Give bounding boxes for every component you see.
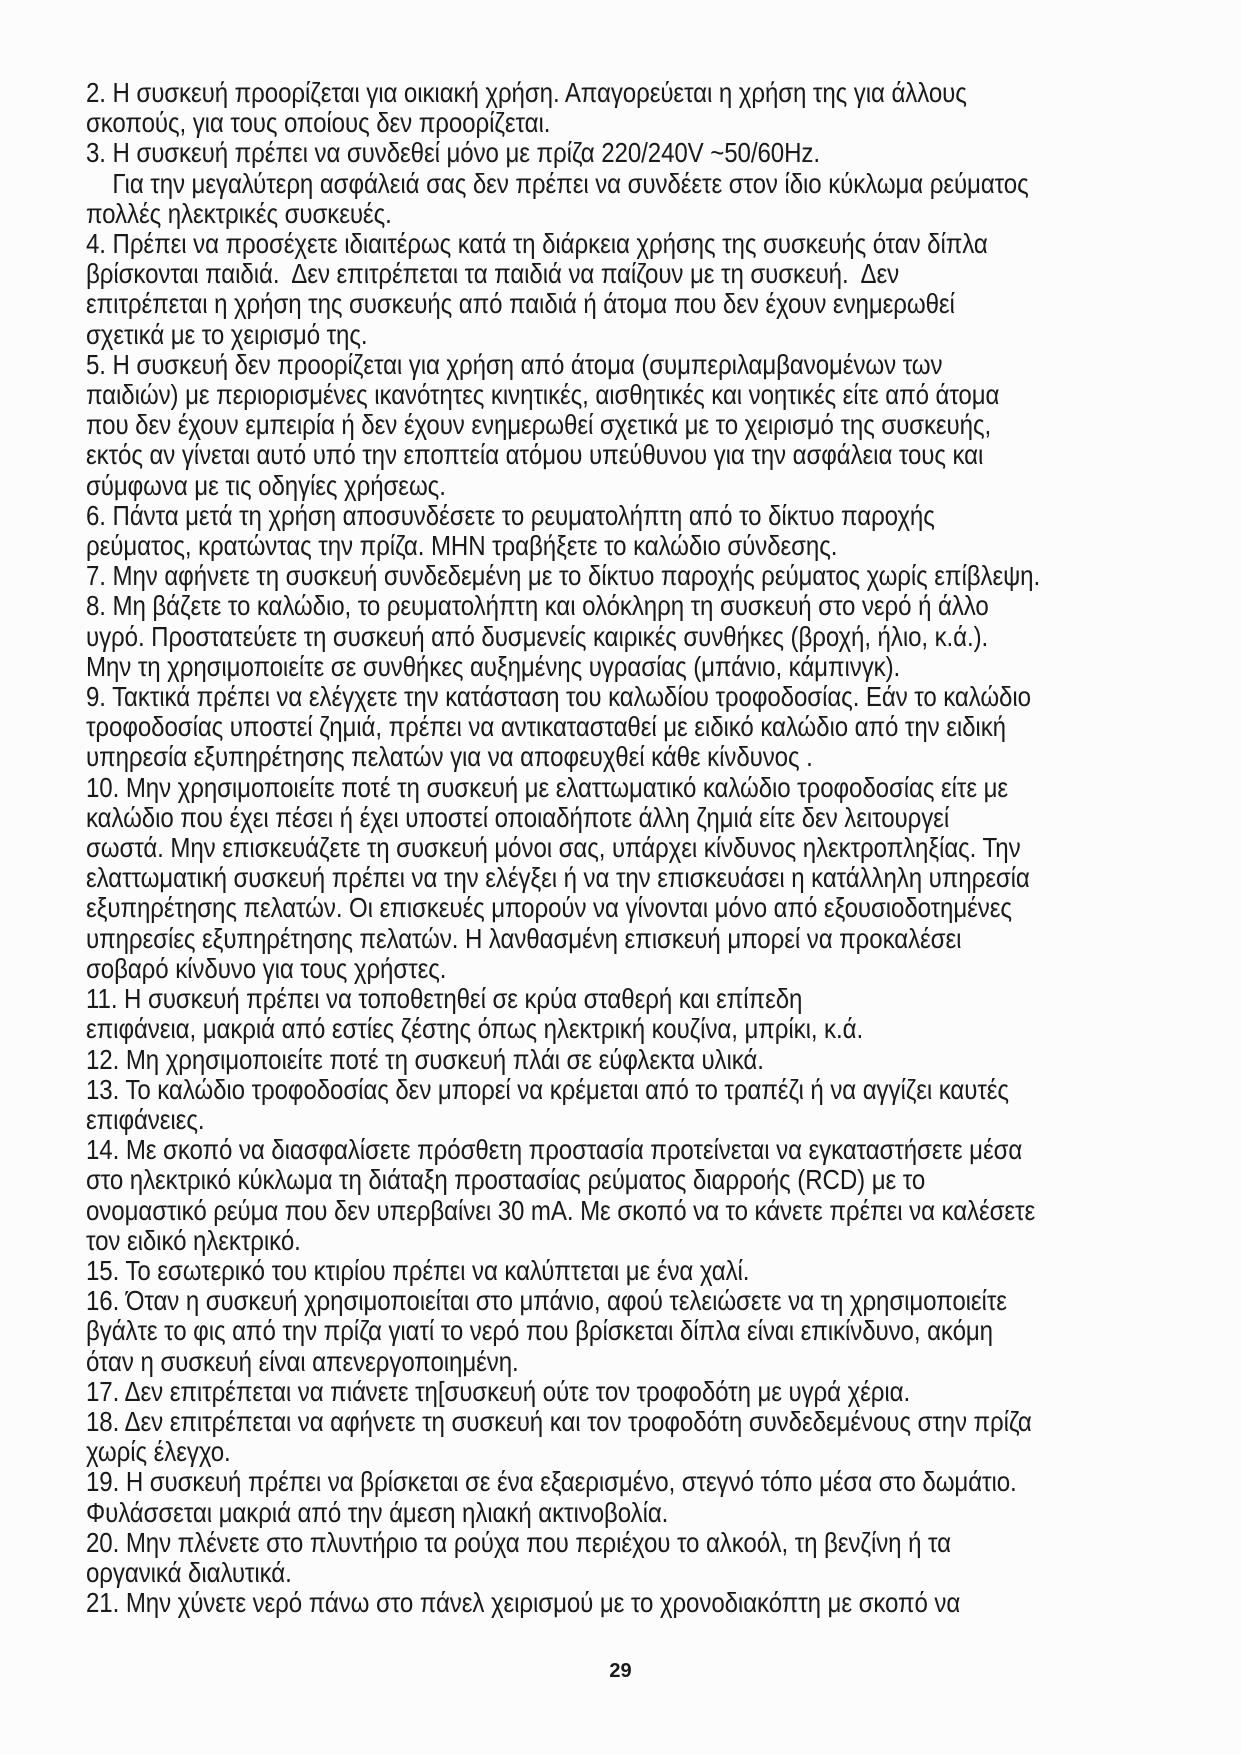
text-line: 20. Μην πλένετε στο πλυντήριο τα ρούχα που περιέχου το αλκοόλ, τη βενζίνη ή τα (86, 1526, 951, 1558)
text-line: όταν η συσκευή είναι απενεργοποιημένη. (86, 1345, 519, 1377)
text-line: υγρό. Προστατεύετε τη συσκευή από δυσμενείς καιρικές συνθήκες (βροχή, ήλιο, κ.ά.). (86, 620, 989, 652)
text-line: ελαττωματική συσκευή πρέπει να την ελέγξει ή να την επισκευάσει η κατάλληλη υπηρεσία (86, 862, 1030, 894)
safety-instructions-text (86, 78, 1186, 1618)
text-line: 21. Μην χύνετε νερό πάνω στο πάνελ χειρισμού με το χρονοδιακόπτη με σκοπό να (86, 1587, 961, 1619)
text-line: οργανικά διαλυτικά. (86, 1556, 292, 1588)
text-line: επιφάνειες. (86, 1103, 205, 1135)
text-line: καλώδιο που έχει πέσει ή έχει υποστεί οποιαδήποτε άλλη ζημιά είτε δεν λειτουργεί (86, 801, 950, 833)
text-line: επιφάνεια, μακριά από εστίες ζέστης όπως ηλεκτρική κουζίνα, μπρίκι, κ.ά. (86, 1013, 864, 1045)
text-line: 8. Μη βάζετε το καλώδιο, το ρευματολήπτη και ολόκληρη τη συσκευή στο νερό ή άλλο (86, 590, 989, 622)
text-line: Φυλάσσεται μακριά από την άμεση ηλιακή ακτινοβολία. (86, 1496, 669, 1528)
text-line: 15. Το εσωτερικό του κτιρίου πρέπει να καλύπτεται με ένα χαλί. (86, 1254, 750, 1286)
text-line: σκοπούς, για τους οποίους δεν προορίζεται. (86, 107, 551, 139)
text-line: 2. Η συσκευή προορίζεται για οικιακή χρήση. Απαγορεύεται η χρήση της για άλλους (86, 77, 967, 108)
text-line: σοβαρό κίνδυνο για τους χρήστες. (86, 952, 447, 984)
text-line: ρεύματος, κρατώντας την πρίζα. ΜΗΝ τραβήξετε το καλώδιο σύνδεσης. (86, 530, 838, 562)
text-line: 19. Η συσκευή πρέπει να βρίσκεται σε ένα εξαερισμένο, στεγνό τόπο μέσα στο δωμάτιο. (86, 1466, 1017, 1498)
text-line: 7. Μην αφήνετε τη συσκευή συνδεδεμένη με το δίκτυο παροχής ρεύματος χωρίς επίβλεψη. (86, 560, 1041, 592)
page-number: 29 (609, 1660, 632, 1682)
text-line: εκτός αν γίνεται αυτό υπό την εποπτεία ατόμου υπεύθυνου για την ασφάλεια τους και (86, 439, 984, 471)
text-line: παιδιών) με περιορισμένες ικανότητες κινητικές, αισθητικές και νοητικές είτε από άτομα (86, 379, 1000, 411)
text-line: 18. Δεν επιτρέπεται να αφήνετε τη συσκευή και τον τροφοδότη συνδεδεμένους στην πρίζα (86, 1405, 1032, 1437)
text-line: 4. Πρέπει να προσέχετε ιδιαιτέρως κατά τη διάρκεια χρήσης της συσκευής όταν δίπλα (86, 228, 988, 260)
text-line: Μην τη χρησιμοποιείτε σε συνθήκες αυξημένης υγρασίας (μπάνιο, κάμπινγκ). (86, 650, 901, 682)
text-line: 5. Η συσκευή δεν προορίζεται για χρήση από άτομα (συμπεριλαμβανομένων των (86, 348, 943, 380)
text-line: σωστά. Μην επισκευάζετε τη συσκευή μόνοι σας, υπάρχει κίνδυνος ηλεκτροπληξίας. Την (86, 832, 1021, 864)
text-line: υπηρεσία εξυπηρέτησης πελατών για να αποφευχθεί κάθε κίνδυνος . (86, 741, 813, 773)
text-line: 14. Με σκοπό να διασφαλίσετε πρόσθετη προστασία προτείνεται να εγκαταστήσετε μέσα (86, 1134, 1023, 1166)
text-line: πολλές ηλεκτρικές συσκευές. (86, 197, 392, 229)
text-line: χωρίς έλεγχο. (86, 1436, 231, 1468)
text-line: 17. Δεν επιτρέπεται να πιάνετε τη[συσκευή ούτε τον τροφοδότη με υγρά χέρια. (86, 1375, 911, 1407)
text-line: 9. Τακτικά πρέπει να ελέγχετε την κατάσταση του καλωδίου τροφοδοσίας. Εάν το καλώδιο (86, 681, 1031, 713)
text-line: 16. Όταν η συσκευή χρησιμοποιείται στο μπάνιο, αφού τελειώσετε να τη χρησιμοποιείτε (86, 1285, 1007, 1317)
text-line: εξυπηρέτησης πελατών. Οι επισκευές μπορούν να γίνονται μόνο από εξουσιοδοτημένες (86, 892, 1012, 924)
text-line: που δεν έχουν εμπειρία ή δεν έχουν ενημερωθεί σχετικά με το χειρισμό της συσκευής, (86, 409, 992, 441)
text-line: ονομαστικό ρεύμα που δεν υπερβαίνει 30 mA. Με σκοπό να το κάνετε πρέπει να καλέσετε (86, 1194, 1036, 1226)
text-line: σύμφωνα με τις οδηγίες χρήσεως. (86, 469, 446, 501)
text-line: υπηρεσίες εξυπηρέτησης πελατών. Η λανθασμένη επισκευή μπορεί να προκαλέσει (86, 922, 962, 954)
text-line: 3. Η συσκευή πρέπει να συνδεθεί μόνο με πρίζα 220/240V ~50/60Hz. (86, 137, 820, 169)
text-line: τον ειδικό ηλεκτρικό. (86, 1224, 301, 1256)
text-line: βγάλτε το φις από την πρίζα γιατί το νερό που βρίσκεται δίπλα είναι επικίνδυνο, ακόμη (86, 1315, 993, 1347)
text-line: στο ηλεκτρικό κύκλωμα τη διάταξη προστασίας ρεύματος διαρροής (RCD) με το (86, 1164, 926, 1196)
text-line: Για την μεγαλύτερη ασφάλειά σας δεν πρέπει να συνδέετε στον ίδιο κύκλωμα ρεύματος (86, 167, 1029, 199)
text-line: 11. Η συσκευή πρέπει να τοποθετηθεί σε κρύα σταθερή και επίπεδη (86, 983, 803, 1015)
text-line: επιτρέπεται η χρήση της συσκευής από παιδιά ή άτομα που δεν έχουν ενημερωθεί (86, 288, 955, 320)
text-line: 13. Το καλώδιο τροφοδοσίας δεν μπορεί να κρέμεται από το τραπέζι ή να αγγίζει καυτές (86, 1073, 1009, 1105)
text-line: σχετικά με το χειρισμό της. (86, 318, 368, 350)
text-line: τροφοδοσίας υποστεί ζημιά, πρέπει να αντικατασταθεί με ειδικό καλώδιο από την ειδική (86, 711, 1006, 743)
text-line: βρίσκονται παιδιά. Δεν επιτρέπεται τα παιδιά να παίζουν με τη συσκευή. Δεν (86, 258, 900, 290)
text-line: 12. Μη χρησιμοποιείτε ποτέ τη συσκευή πλάι σε εύφλεκτα υλικά. (86, 1043, 764, 1075)
text-line: 6. Πάντα μετά τη χρήση αποσυνδέσετε το ρευματολήπτη από το δίκτυο παροχής (86, 499, 935, 531)
text-line: 10. Μην χρησιμοποιείτε ποτέ τη συσκευή με ελαττωματικό καλώδιο τροφοδοσίας είτε με (86, 771, 1009, 803)
